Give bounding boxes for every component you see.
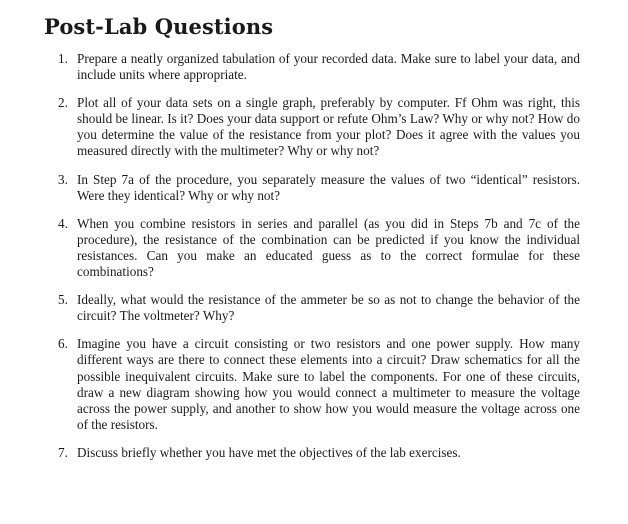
question-text: When you combine resistors in series and parallel (as you did in Steps 7b and 7c of the procedure), the resistance of the combination can be predicted if you know the individual resistances. Can you make an educated guess as to the correct formulae for these combinations? (77, 215, 580, 280)
question-number: 6. (58, 336, 68, 352)
question-item (58, 292, 580, 324)
question-text: Ideally, what would the resistance of the ammeter be so as not to change the behavior of the circuit? The voltmeter? Why? (77, 292, 580, 324)
question-number: 2. (58, 95, 68, 111)
question-number: 1. (58, 51, 68, 66)
question-item (58, 95, 580, 159)
question-list (58, 51, 580, 461)
question-item (58, 216, 580, 280)
question-item (58, 445, 580, 461)
question-number: 5. (58, 292, 68, 308)
question-item (58, 172, 580, 204)
question-item (58, 51, 580, 83)
question-item (58, 336, 580, 433)
question-text: In Step 7a of the procedure, you separately measure the values of two “identical” resistors. Were they identical? Why or why not? (77, 171, 580, 203)
question-text: Discuss briefly whether you have met the objectives of the lab exercises. (77, 444, 461, 460)
page-title: Post-Lab Questions (44, 14, 274, 39)
question-number: 3. (58, 171, 68, 187)
question-text: Plot all of your data sets on a single graph, preferably by computer. Ff Ohm was right, this should be linear. Is it? Does your data support or refute Ohm’s Law? Why or why not? How do you determine the value of the resistance from your plot? Does it agree with the values you measured directly with the multimeter? Why or why not? (77, 95, 580, 159)
question-text: Prepare a neatly organized tabulation of your recorded data. Make sure to label your data, and include units where appropriate. (77, 51, 580, 83)
question-number: 7. (58, 444, 68, 460)
question-number: 4. (58, 215, 68, 231)
question-text: Imagine you have a circuit consisting or two resistors and one power supply. How many different ways are there to connect these elements into a circuit? Draw schematics for all the possible inequivalent circuits. Make sure to label the components. For one of these circuits, draw a new diagram showing how you would connect a multimeter to measure the voltage across the power supply, and another to show how you would measure the voltage across one of the resistors. (77, 336, 580, 432)
